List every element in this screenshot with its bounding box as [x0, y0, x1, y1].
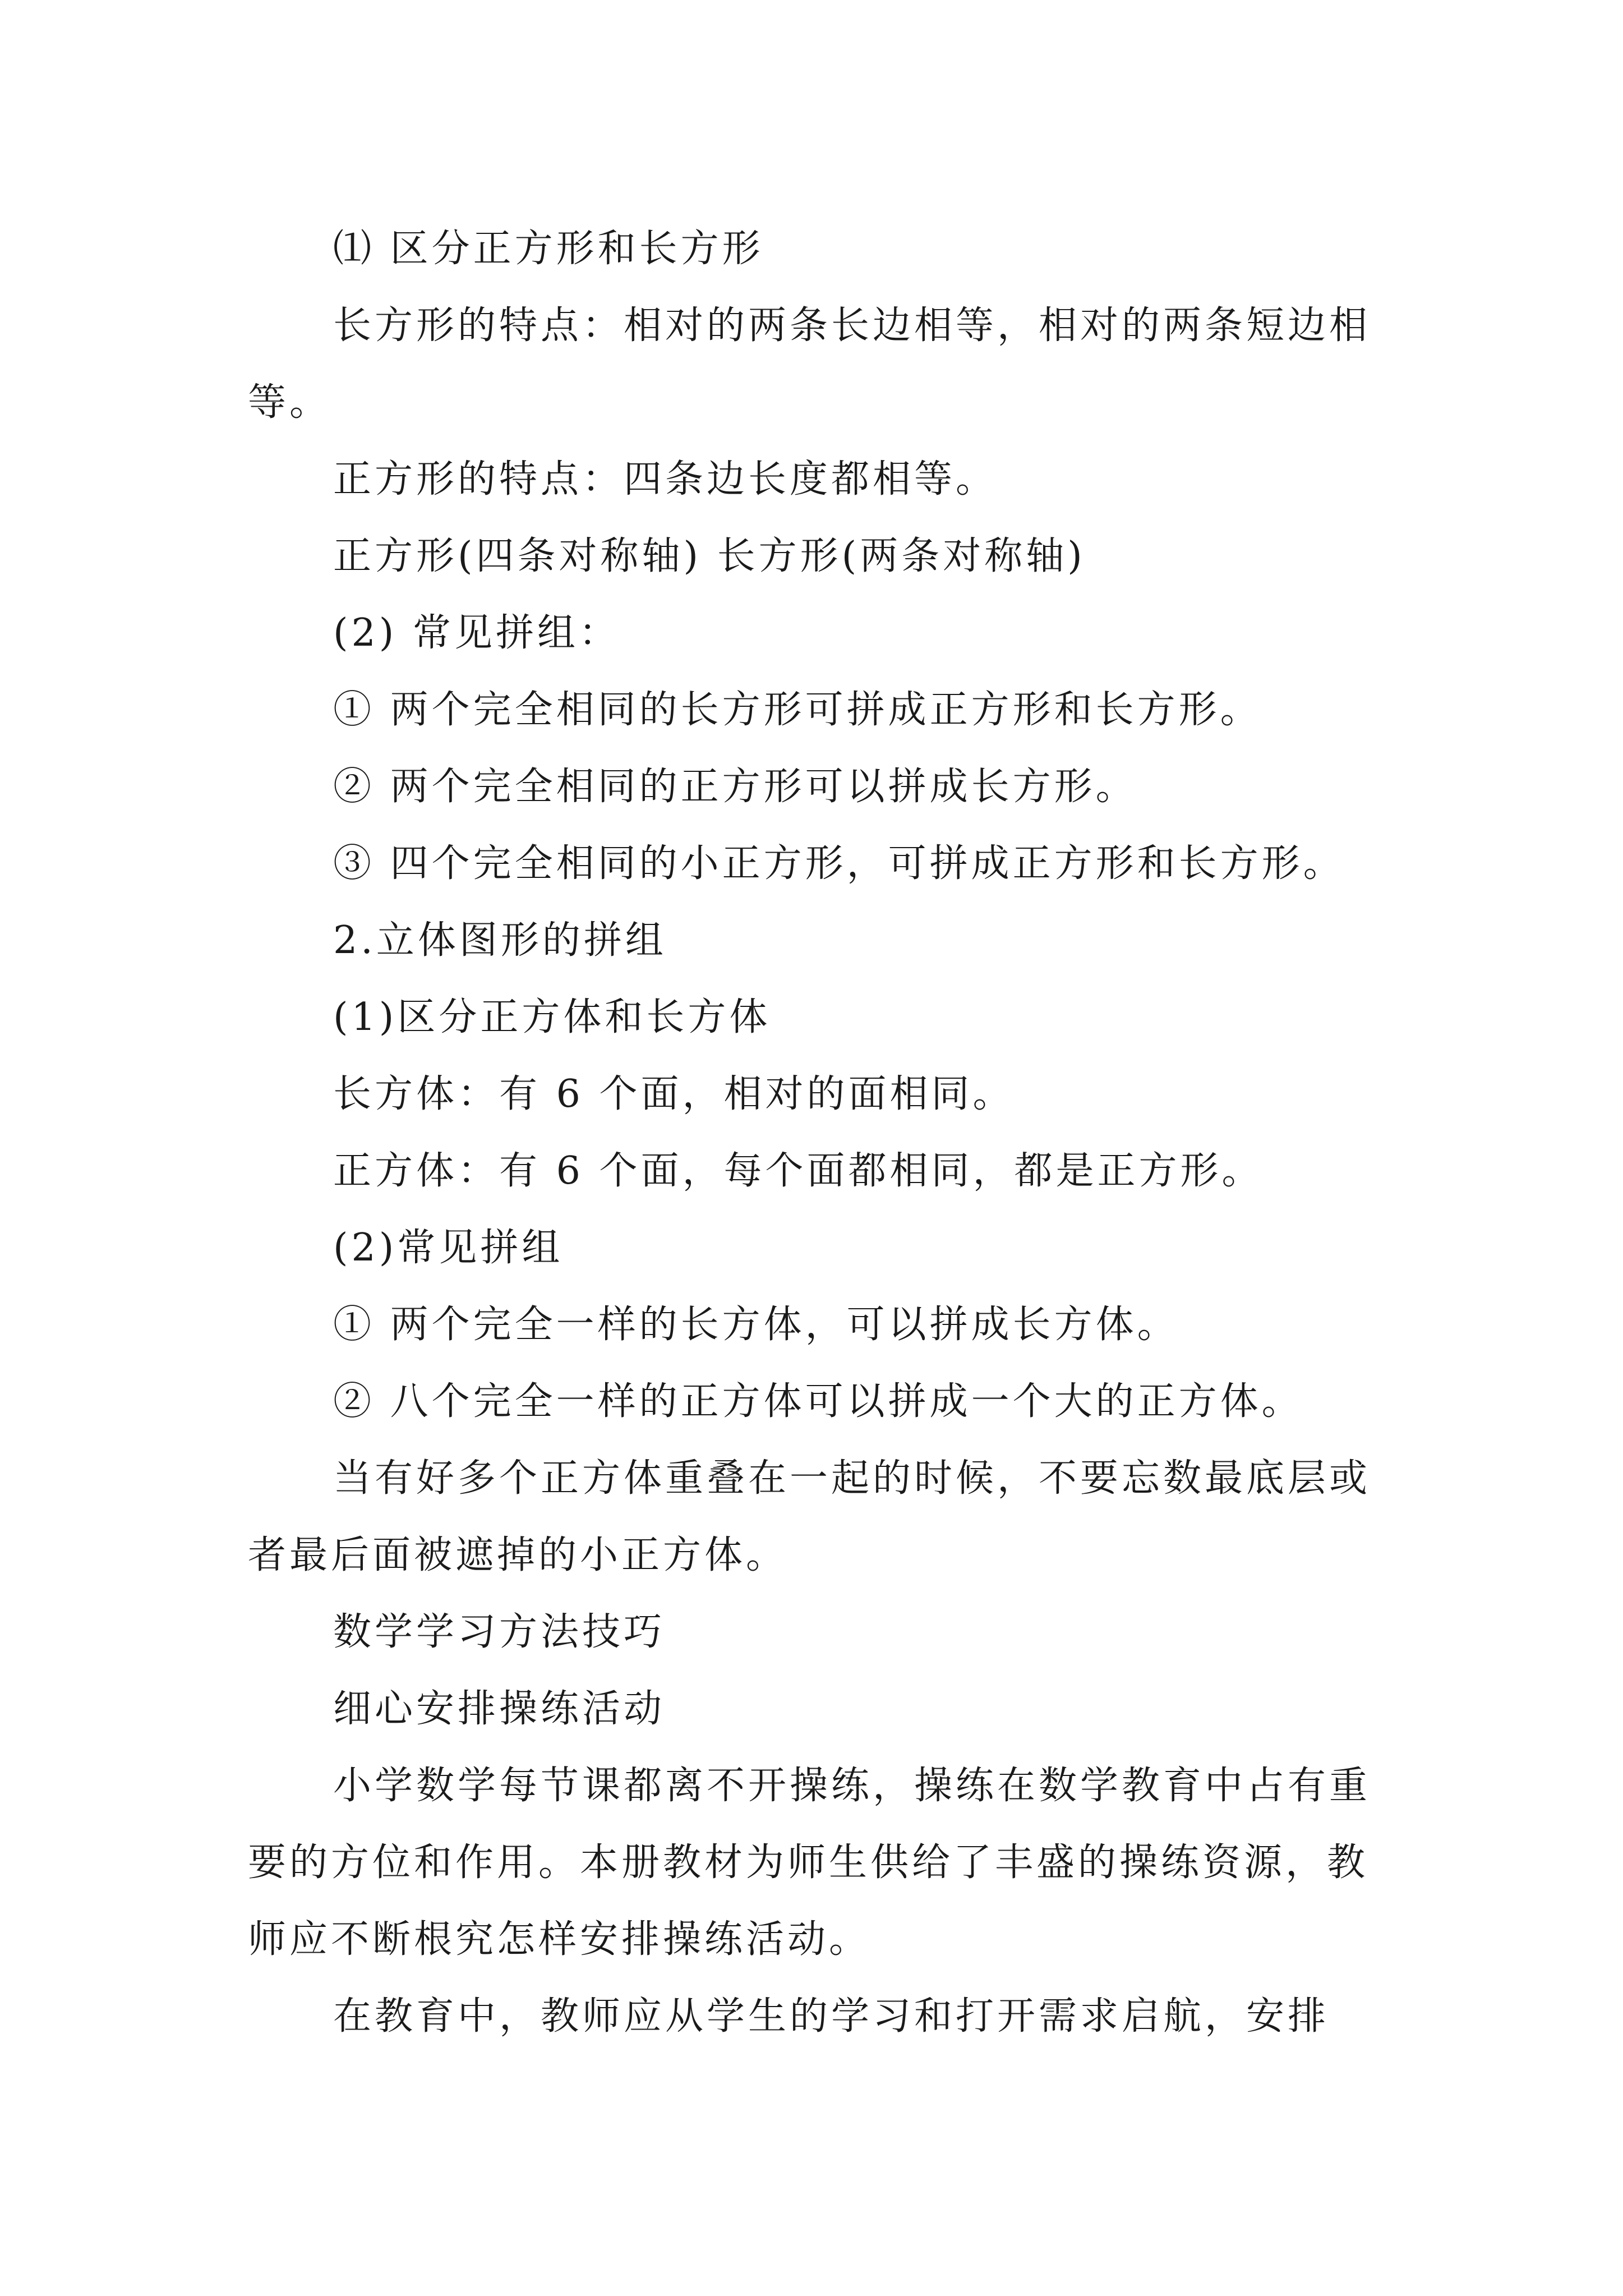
- paragraph-combination-2: ② 两个完全相同的正方形可以拼成长方形。: [333, 765, 1137, 809]
- paragraph-combination-1: ① 两个完全相同的长方形可拼成正方形和长方形。: [333, 688, 1262, 732]
- paragraph-solid-combination-2: ② 八个完全一样的正方体可以拼成一个大的正方体。: [333, 1379, 1303, 1424]
- paragraph-common-combinations-heading: (2) 常见拼组：: [333, 611, 620, 655]
- paragraph-symmetry-axes: 正方形(四条对称轴) 长方形(两条对称轴): [333, 534, 1086, 578]
- paragraph-overlap-note: 当有好多个正方体重叠在一起的时候，不要忘数最底层或者最后面被遮掉的小正方体。: [248, 1456, 1371, 1577]
- paragraph-combination-3: ③ 四个完全相同的小正方形，可拼成正方形和长方形。: [333, 841, 1345, 886]
- paragraph-cube-cuboid-heading: (1)区分正方体和长方体: [333, 995, 771, 1039]
- paragraph-activities-heading: 细心安排操练活动: [333, 1687, 666, 1731]
- paragraph-solid-combinations-heading: (2)常见拼组: [333, 1226, 564, 1270]
- paragraph-square-features: 正方形的特点：四条边长度都相等。: [333, 457, 998, 501]
- paragraph-square-rectangle-heading: ⑴ 区分正方形和长方形: [333, 227, 764, 271]
- paragraph-cuboid-features: 长方体：有 6 个面，相对的面相同。: [333, 1072, 1015, 1116]
- paragraph-rectangle-features: 长方形的特点：相对的两条长边相等，相对的两条短边相等。: [248, 303, 1371, 425]
- paragraph-teaching-note: 在教育中，教师应从学生的学习和打开需求启航，安排: [333, 1994, 1330, 2039]
- paragraph-study-tips-heading: 数学学习方法技巧: [333, 1610, 666, 1654]
- paragraph-cube-features: 正方体：有 6 个面，每个面都相同，都是正方形。: [333, 1149, 1264, 1193]
- paragraph-practice-importance: 小学数学每节课都离不开操练，操练在数学教育中占有重要的方位和作用。本册教材为师生供给了丰盛的操练资源，教师应不断根究怎样安排操练活动。: [248, 1764, 1371, 1962]
- document-body: [248, 210, 1392, 2055]
- paragraph-solid-figures-heading: 2.立体图形的拼组: [333, 918, 667, 963]
- paragraph-solid-combination-1: ① 两个完全一样的长方体，可以拼成长方体。: [333, 1303, 1179, 1347]
